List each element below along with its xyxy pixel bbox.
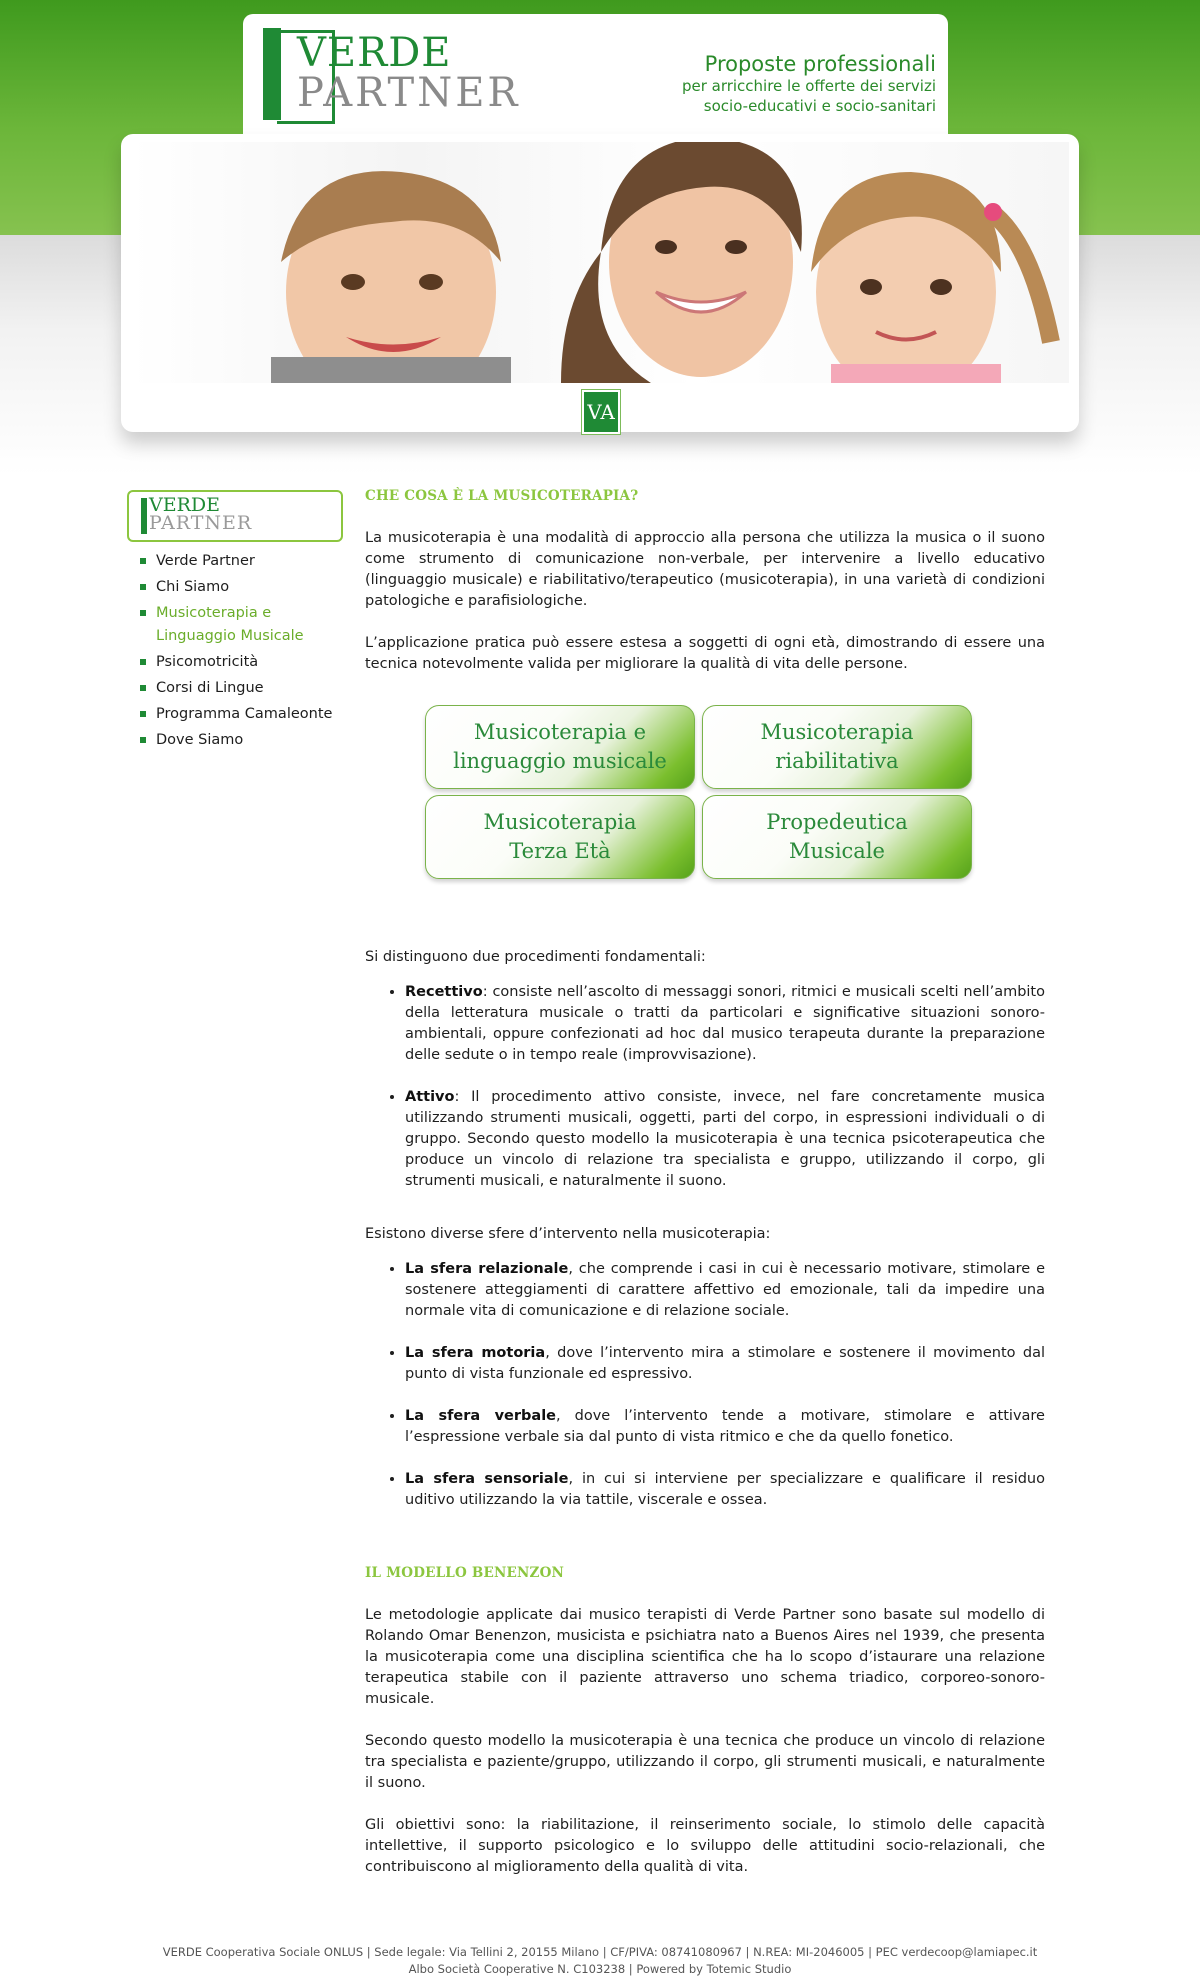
paragraph-procedimenti: Si distinguono due procedimenti fondamentali: (365, 949, 706, 965)
bullet-square-icon (140, 711, 146, 717)
sidebar-item-label: Verde Partner (156, 553, 255, 569)
tile-musicoterapia-terza-eta[interactable] (425, 795, 695, 879)
paragraph-intro: La musicoterapia è una modalità di approccio alla persona che utilizza la musica o il suono come strumento di comunicazione non-verbale, per intervenire a livello educativo (linguaggio musicale) e riabilitativo/terapeutico (musicoterapia), in una varietà di condizioni patologiche e parafisiologiche. (365, 530, 1045, 609)
tile-musicoterapia-linguaggio[interactable] (425, 705, 695, 789)
sidebar-logo-partner: PARTNER (149, 512, 253, 534)
sidebar-item-dove-siamo[interactable] (140, 729, 350, 752)
sidebar-item-label: Dove Siamo (156, 732, 244, 748)
list-item (405, 1343, 1045, 1385)
sidebar-nav (140, 550, 350, 755)
list-item-term: Attivo (405, 1089, 455, 1105)
hero-banner (121, 134, 1079, 432)
sidebar-logo-verde: VERDE (149, 494, 220, 516)
site-logo[interactable] (263, 28, 533, 120)
sidebar-item-corsi-di-lingue[interactable] (140, 677, 350, 700)
footer-line1: VERDE Cooperativa Sociale ONLUS | Sede legale: Via Tellini 2, 20155 Milano | CF/PIVA: 08741080967 | N.REA: MI-2046005 | PEC verdecoop@lamiapec.it (162, 1945, 1038, 1959)
main-content (365, 486, 1045, 1878)
bullet-square-icon (140, 659, 146, 665)
paragraph-application: L’applicazione pratica può essere estesa a soggetti di ogni età, dimostrando di essere una tecnica notevolmente valida per migliorare la qualità di vita delle persone. (365, 635, 1045, 672)
paragraph-sfere: Esistono diverse sfere d’intervento nella musicoterapia: (365, 1226, 771, 1242)
hero-badge-logo: VA (582, 390, 620, 434)
list-item-text: , che comprende i casi in cui è necessario motivare, stimolare e sostenere atteggiamenti di carattere affettivo ed emozionale, tali da impedire una normale vita di comunicazione e di relazione sociale. (405, 1261, 1045, 1319)
list-item-text: : consiste nell’ascolto di messaggi sonori, ritmici e musicali scelti nell’ambito della letteratura musicale o tratti da particolari e significative situazioni sonoro-ambientali, oppure confezionati ad hoc dal musico terapeuta durante la preparazione delle sedute o in tempo reale (improvvisazione). (405, 984, 1045, 1063)
hero-photo (131, 142, 1069, 383)
sidebar-item-label: Chi Siamo (156, 579, 230, 595)
service-tiles (425, 705, 985, 895)
tagline-title: Proposte professionali (704, 52, 936, 76)
section-heading-benenzon: IL MODELLO BENENZON (365, 1565, 565, 1581)
bullet-square-icon (140, 737, 146, 743)
sidebar-item-label: Psicomotricità (156, 654, 259, 670)
sidebar-item-label: Corsi di Lingue (156, 680, 264, 696)
footer-line2 (0, 1961, 1200, 1978)
list-item-text: , dove l’intervento mira a stimolare e sostenere il movimento dal punto di vista funzionale ed espressivo. (405, 1345, 1045, 1382)
page-footer (0, 1944, 1200, 1978)
list-item (405, 1259, 1045, 1322)
bullet-square-icon (140, 610, 146, 616)
sidebar-item-psicomotricita[interactable] (140, 651, 350, 674)
list-item-text: : Il procedimento attivo consiste, invece, nel fare concretamente musica utilizzando strumenti musicali, oggetti, parti del corpo, in espressioni individuali o di gruppo. Secondo questo modello la musicoterapia è una tecnica psicoterapeutica che produce un vincolo di relazione tra specialista e gruppo, utilizzando il corpo, gli strumenti musicali, e naturalmente il suono. (405, 1089, 1045, 1189)
list-procedimenti (365, 982, 1045, 1192)
tile-line: Musicoterapia (483, 810, 637, 834)
tile-line: Musicale (789, 839, 885, 863)
list-item-term: La sfera relazionale (405, 1261, 569, 1277)
sidebar-item-label: Musicoterapia e Linguaggio Musicale (156, 605, 304, 644)
tile-line: riabilitativa (775, 749, 899, 773)
tagline-line2: socio-educativi e socio-sanitari (703, 97, 936, 115)
list-item-term: Recettivo (405, 984, 483, 1000)
tile-line: Musicoterapia (760, 720, 914, 744)
logo-verde-text: VERDE (297, 30, 452, 76)
sidebar-item-musicoterapia[interactable] (140, 602, 350, 648)
logo-partner-text: PARTNER (297, 70, 521, 116)
sidebar-item-programma-camaleonte[interactable] (140, 703, 350, 726)
list-item (405, 982, 1045, 1066)
tile-line: Propedeutica (766, 810, 908, 834)
paragraph-benenzon-2: Secondo questo modello la musicoterapia è una tecnica che produce un vincolo di relazione tra specialista e paziente/gruppo, utilizzando il corpo, gli strumenti musicali, e naturalmente il suono. (365, 1733, 1045, 1791)
footer-totemic-link[interactable]: Totemic Studio (706, 1962, 792, 1976)
tile-line: Terza Età (509, 839, 611, 863)
list-item-text: , dove l’intervento tende a motivare, stimolare e attivare l’espressione verbale sia dal punto di vista ritmico e che da quello fonetico. (405, 1408, 1045, 1445)
list-sfere (365, 1259, 1045, 1511)
tile-propedeutica-musicale[interactable] (702, 795, 972, 879)
list-item (405, 1406, 1045, 1448)
sidebar-logo-bar-icon (141, 498, 147, 534)
sidebar-item-verde-partner[interactable] (140, 550, 350, 573)
tile-line: linguaggio musicale (453, 749, 667, 773)
paragraph-obiettivi: Gli obiettivi sono: la riabilitazione, il reinserimento sociale, lo stimolo delle capacità intellettive, il supporto psicologico e lo sviluppo delle attitudini socio-relazionali, che contribuiscono al miglioramento della qualità di vita. (365, 1817, 1045, 1875)
bullet-square-icon (140, 558, 146, 564)
paragraph-benenzon-1: Le metodologie applicate dai musico terapisti di Verde Partner sono basate sul modello di Rolando Omar Benenzon, musicista e psichiatra nato a Buenos Aires nel 1939, che presenta la musicoterapia come una disciplina scientifica che ha lo scopo d’istaurare una relazione terapeutica stabile con il paziente attraverso uno schema triadico, corporeo-sonoro-musicale. (365, 1607, 1045, 1707)
header-tagline (600, 52, 936, 116)
list-item-term: La sfera sensoriale (405, 1471, 569, 1487)
list-item (405, 1469, 1045, 1511)
footer-line2-prefix: Albo Società Cooperative N. C103238 | Powered by (408, 1962, 707, 1976)
list-item-term: La sfera motoria (405, 1345, 546, 1361)
tile-line: Musicoterapia e (473, 720, 647, 744)
sidebar-item-label: Programma Camaleonte (156, 706, 333, 722)
bullet-square-icon (140, 584, 146, 590)
list-item-term: La sfera verbale (405, 1408, 557, 1424)
hero-family-illustration-icon (131, 142, 1069, 383)
list-item (405, 1087, 1045, 1192)
section-heading-musicoterapia: CHE COSA È LA MUSICOTERAPIA? (365, 488, 639, 504)
list-item-text: , in cui si interviene per specializzare e qualificare il residuo uditivo utilizzando la via tattile, viscerale e ossea. (405, 1471, 1045, 1508)
tile-musicoterapia-riabilitativa[interactable] (702, 705, 972, 789)
sidebar-item-chi-siamo[interactable] (140, 576, 350, 599)
sidebar-logo[interactable] (127, 490, 343, 542)
tagline-line1: per arricchire le offerte dei servizi (681, 77, 936, 95)
bullet-square-icon (140, 685, 146, 691)
